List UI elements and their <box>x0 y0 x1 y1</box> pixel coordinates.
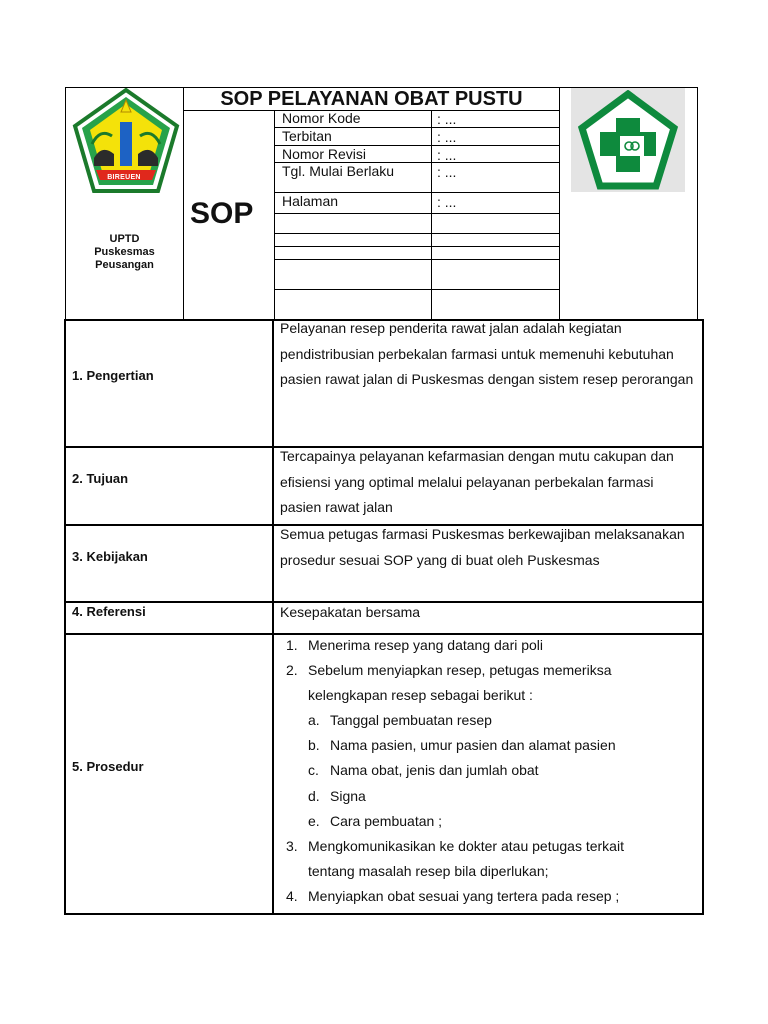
section-label-kebijakan: 3. Kebijakan <box>72 549 148 564</box>
section-text-tujuan: Tercapainya pelayanan kefarmasian dengan mutu cakupan dan efisiensi yang optimal melalui pelayanan perbekalan farmasi pasien rawat jalan <box>280 448 674 515</box>
section-label-pengertian: 1. Pengertian <box>72 368 154 383</box>
field-label: Nomor Revisi <box>282 146 367 162</box>
field-value: : ... <box>437 194 457 210</box>
step-text: Menyiapkan obat sesuai yang tertera pada resep ; <box>308 888 620 904</box>
subitem-text: Signa <box>330 788 366 804</box>
subitem-text: Cara pembuatan ; <box>330 813 443 829</box>
section-label-referensi: 4. Referensi <box>72 604 146 619</box>
subitem-text: Tanggal pembuatan resep <box>330 712 492 728</box>
field-label: Tgl. Mulai Berlaku <box>282 163 395 179</box>
field-label: Nomor Kode <box>282 110 361 126</box>
field-value: : ... <box>437 164 457 180</box>
subitem-letter: b. <box>308 737 320 753</box>
step-text-continued: kelengkapan resep sebagai berikut : <box>308 687 533 703</box>
org-line: Peusangan <box>95 259 154 271</box>
sop-label: SOP <box>190 197 254 230</box>
step-text: Menerima resep yang datang dari poli <box>308 637 544 653</box>
subitem-letter: e. <box>308 813 320 829</box>
field-value: : ... <box>437 111 457 127</box>
organization-name <box>66 233 183 272</box>
field-label: Terbitan <box>282 128 332 144</box>
subitem-letter: c. <box>308 762 319 778</box>
subitem-letter: a. <box>308 712 320 728</box>
subitem-text: Nama pasien, umur pasien dan alamat pasien <box>330 737 616 753</box>
section-text-pengertian: Pelayanan resep penderita rawat jalan adalah kegiatan pendistribusian perbekalan farmasi untuk memenuhi kebutuhan pasien rawat jalan di Puskesmas dengan sistem resep perorangan <box>280 320 694 387</box>
section-label-tujuan: 2. Tujuan <box>72 471 129 486</box>
step-number: 4. <box>286 888 298 904</box>
step-number: 3. <box>286 838 298 854</box>
field-label: Halaman <box>282 193 339 209</box>
section-text-kebijakan: Semua petugas farmasi Puskesmas berkewajiban melaksanakan prosedur sesuai SOP yang di buat oleh Puskesmas <box>280 526 685 568</box>
step-text: Mengkomunikasikan ke dokter atau petugas terkait <box>308 838 624 854</box>
document-title: SOP PELAYANAN OBAT PUSTU <box>220 88 523 110</box>
section-text-referensi: Kesepakatan bersama <box>280 604 421 620</box>
subitem-text: Nama obat, jenis dan jumlah obat <box>330 762 539 778</box>
org-line: UPTD <box>109 233 140 245</box>
step-text-continued: tentang masalah resep bila diperlukan; <box>308 863 549 879</box>
field-value: : ... <box>437 147 457 163</box>
section-label-prosedur: 5. Prosedur <box>72 759 144 774</box>
field-value: : ... <box>437 129 457 145</box>
step-number: 1. <box>286 637 298 653</box>
org-line: Puskesmas <box>94 246 155 258</box>
subitem-letter: d. <box>308 788 320 804</box>
step-number: 2. <box>286 662 298 678</box>
step-text: Sebelum menyiapkan resep, petugas memeriksa <box>308 662 612 678</box>
puskesmas-logo <box>578 90 678 190</box>
logo-text: BIREUEN <box>107 174 141 181</box>
